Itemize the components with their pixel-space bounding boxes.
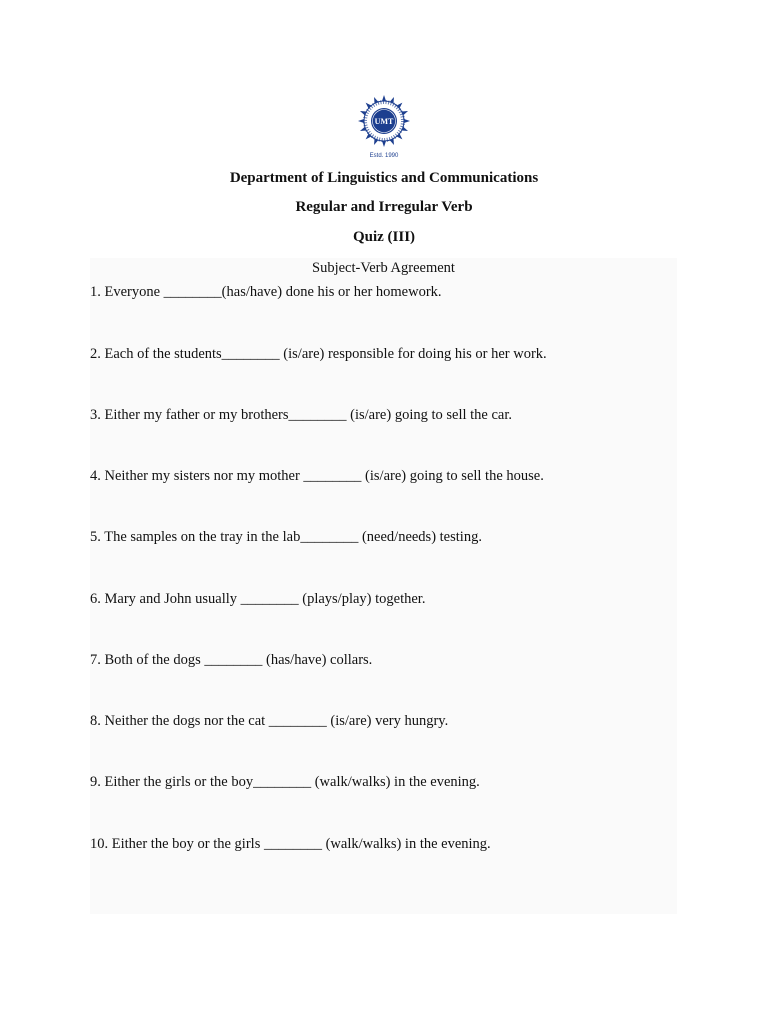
question-item: 5. The samples on the tray in the lab________ (need/needs) testing.: [90, 529, 482, 545]
quiz-section: [90, 258, 677, 914]
question-item: 4. Neither my sisters nor my mother ________ (is/are) going to sell the house.: [90, 468, 544, 484]
question-item: 2. Each of the students________ (is/are) responsible for doing his or her work.: [90, 346, 547, 362]
question-item: 1. Everyone ________(has/have) done his or her homework.: [90, 284, 442, 300]
logo-initials: UMT: [374, 117, 394, 126]
department-heading: Department of Linguistics and Communications: [229, 170, 539, 186]
university-seal-icon: [355, 92, 413, 160]
university-logo: [355, 92, 413, 160]
question-item: 9. Either the girls or the boy________ (walk/walks) in the evening.: [90, 774, 480, 790]
topic-heading: Regular and Irregular Verb: [295, 199, 473, 215]
question-item: 3. Either my father or my brothers________ (is/are) going to sell the car.: [90, 407, 513, 423]
question-item: 6. Mary and John usually ________ (plays/play) together.: [90, 591, 426, 607]
logo-established: Estd. 1990: [369, 153, 399, 159]
question-item: 10. Either the boy or the girls ________ (walk/walks) in the evening.: [90, 836, 491, 852]
quiz-subtitle: Subject-Verb Agreement: [312, 260, 455, 276]
question-item: 7. Both of the dogs ________ (has/have) collars.: [90, 652, 373, 668]
quiz-heading: Quiz (III): [352, 229, 416, 245]
question-item: 8. Neither the dogs nor the cat ________ (is/are) very hungry.: [90, 713, 449, 729]
